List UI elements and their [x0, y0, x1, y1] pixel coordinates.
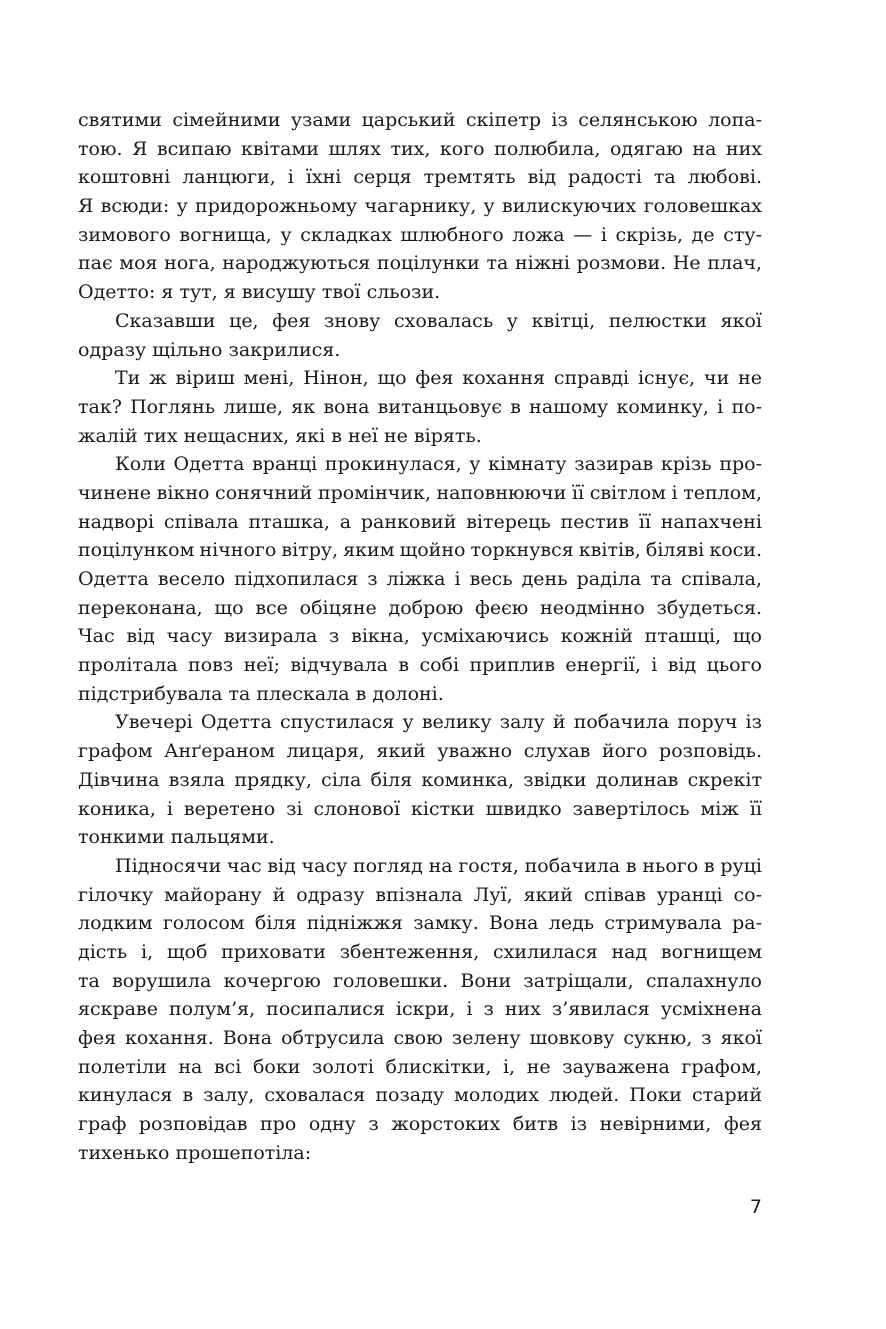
text-line: Ти ж віриш мені, Нінон, що фея кохання справді існує, чи не	[115, 367, 762, 390]
text-line: коника, і веретено зі слонової кістки швидко завертілось між її	[78, 797, 762, 820]
paragraph	[78, 852, 762, 1168]
text-line: зимового вогнища, у складках шлюбного ложа — і скрізь, де сту-	[78, 223, 762, 246]
text-line: дість і, щоб приховати збентеження, схилилася над вогнищем	[78, 940, 762, 963]
text-line: тою. Я всипаю квітами шлях тих, кого полюбила, одягаю на них	[78, 137, 762, 160]
text-line: Я всюди: у придорожньому чагарнику, у вилискуючих головешках	[78, 195, 762, 218]
text-line: пає моя нога, народжуються поцілунки та ніжні розмови. Не плач,	[78, 252, 762, 275]
text-line: кинулася в залу, сховалася позаду молодих людей. Поки старий	[78, 1084, 762, 1107]
paragraph	[78, 708, 762, 851]
text-line: підстрибувала та плескала в долоні.	[78, 682, 444, 705]
text-line: та ворушила кочергою головешки. Вони затріщали, спалахнуло	[78, 969, 762, 992]
text-line: чинене вікно сонячний промінчик, наповнюючи її світлом і теплом,	[78, 481, 762, 504]
paragraph	[78, 450, 762, 708]
text-line: Одетто: я тут, я висушу твої сльози.	[78, 281, 441, 304]
paragraph	[78, 307, 762, 364]
text-line: Сказавши це, фея знову сховалась у квітці, пелюстки якої	[115, 309, 762, 332]
text-line: одразу щільно закрилися.	[78, 338, 341, 361]
text-line: коштовні ланцюги, і їхні серця тремтять від радості та любові.	[78, 166, 762, 189]
text-line: Увечері Одетта спустилася у велику залу й побачила поруч із	[115, 711, 762, 734]
text-line: жалій тих нещасних, які в неї не вірять.	[78, 424, 482, 447]
text-line: граф розповідав про одну з жорстоких битв із невірними, фея	[78, 1113, 762, 1136]
text-line: Одетта весело підхопилася з ліжка і весь день раділа та співала,	[78, 568, 762, 590]
text-line: поцілунком нічного вітру, яким щойно торкнувся квітів, біляві коси.	[78, 539, 762, 562]
text-line: фея кохання. Вона обтрусила свою зелену шовкову сукню, з якої	[78, 1027, 762, 1049]
text-line: Дівчина взяла прядку, сіла біля коминка, звідки долинав скрекіт	[78, 768, 762, 791]
text-line: графом Анґераном лицаря, який уважно слухав його розповідь.	[78, 740, 762, 763]
text-line: полетіли на всі боки золоті блискітки, і, не зауважена графом,	[78, 1055, 762, 1078]
paragraph	[78, 364, 762, 450]
text-line: тонкими пальцями.	[78, 826, 275, 849]
text-line: лодким голосом біля підніжжя замку. Вона ледь стримувала ра-	[78, 912, 762, 935]
text-line: святими сімейними узами царський скіпетр із селянською лопа-	[78, 109, 762, 131]
book-page-text	[78, 106, 762, 1167]
text-line: Коли Одетта вранці прокинулася, у кімнату зазирав крізь про-	[115, 453, 762, 476]
paragraph	[78, 106, 762, 307]
text-line: пролітала повз неї; відчувала в собі приплив енергії, і від цього	[78, 654, 762, 677]
text-line: яскраве полум’я, посипалися іскри, і з них з’явилася усміхнена	[78, 998, 762, 1021]
page-number: 7	[749, 1196, 762, 1218]
text-line: тихенько прошепотіла:	[78, 1141, 312, 1164]
text-line: надворі співала пташка, а ранковий вітерець пестив її напахчені	[78, 510, 762, 533]
text-line: переконана, що все обіцяне доброю феєю неодмінно збудеться.	[78, 596, 762, 619]
text-line: гілочку майорану й одразу впізнала Луї, який співав уранці со-	[78, 883, 762, 906]
text-line: Підносячи час від часу погляд на гостя, побачила в нього в руці	[115, 854, 762, 877]
text-line: так? Поглянь лише, як вона витанцьовує в нашому коминку, і по-	[78, 395, 762, 418]
text-line: Час від часу визирала з вікна, усміхаючись кожній пташці, що	[78, 625, 762, 648]
